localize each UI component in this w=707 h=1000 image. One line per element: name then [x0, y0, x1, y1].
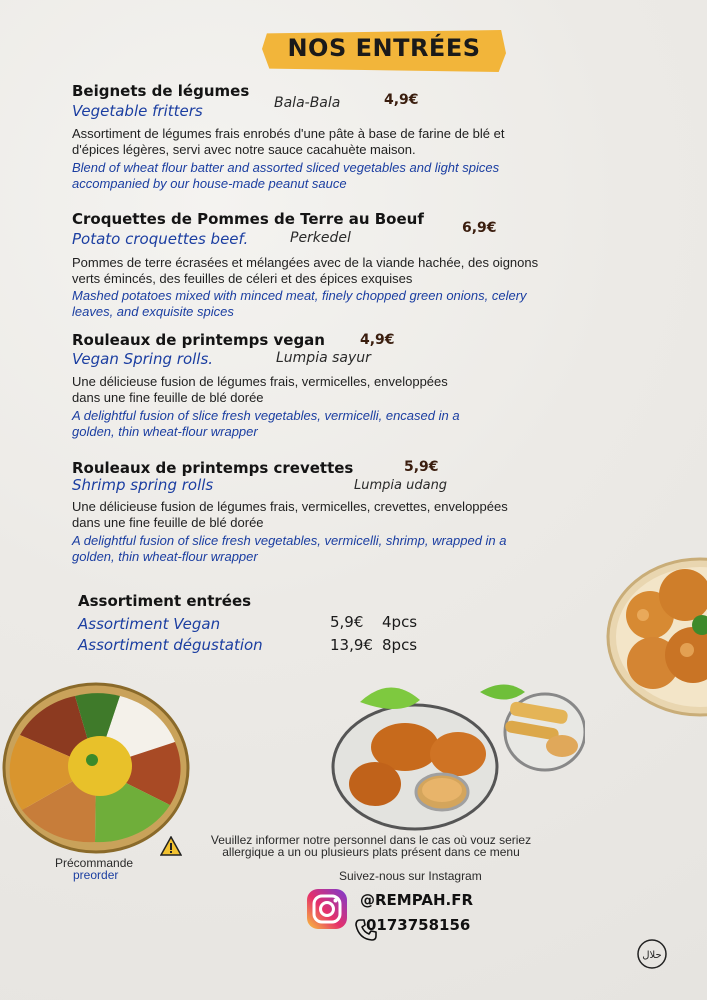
item-3-english-name: Vegan Spring rolls.	[72, 350, 214, 368]
instagram-handle[interactable]: @REMPAH.FR	[360, 891, 473, 909]
item-3-desc-en-2: golden, thin wheat-flour wrapper	[72, 424, 258, 439]
rice-plate-photo	[0, 680, 192, 855]
item-3-price: 4,9€	[360, 332, 395, 348]
item-3-desc-fr-1: Une délicieuse fusion de légumes frais, vermicelles, enveloppées	[72, 374, 448, 389]
item-1-french-name: Beignets de légumes	[72, 82, 250, 100]
item-4-english-name: Shrimp spring rolls	[72, 476, 214, 494]
assortiment-degustation-qty: 8pcs	[382, 636, 418, 654]
item-1-desc-fr-2: d'épices légères, servi avec notre sauce cacahuète maison.	[72, 142, 416, 157]
item-4-desc-en-2: golden, thin wheat-flour wrapper	[72, 549, 258, 564]
assortiment-degustation-price: 13,9€	[330, 636, 373, 654]
instagram-icon[interactable]	[305, 887, 349, 931]
allergy-warning-line2: allergique a un ou plusieurs plats présent dans ce menu	[222, 845, 520, 859]
item-1-indonesian-name: Bala-Bala	[274, 95, 341, 111]
preorder-label-en: preorder	[73, 868, 119, 882]
follow-instagram-text: Suivez-nous sur Instagram	[339, 869, 482, 883]
item-1-english-name: Vegetable fritters	[72, 102, 203, 120]
item-3-french-name: Rouleaux de printemps vegan	[72, 331, 325, 349]
phone-number[interactable]: 0173758156	[366, 916, 471, 934]
assortiment-vegan-label: Assortiment Vegan	[78, 615, 221, 633]
allergy-warning-line1: Veuillez informer notre personnel dans le cas où vouz seriez	[210, 833, 532, 847]
item-2-desc-fr-2: verts émincés, des feuilles de céleri et des épices exquises	[72, 271, 413, 286]
halal-badge-label: حلال	[642, 950, 662, 961]
page-title: NOS ENTRÉES	[287, 34, 481, 62]
fritters-plate-photo	[330, 672, 585, 832]
item-2-indonesian-name: Perkedel	[290, 230, 351, 246]
item-1-desc-en-1: Blend of wheat flour batter and assorted sliced vegetables and light spices	[72, 160, 500, 175]
warning-icon	[160, 836, 182, 856]
item-2-french-name: Croquettes de Pommes de Terre au Boeuf	[72, 210, 424, 228]
croquette-bowl-photo	[605, 555, 707, 720]
item-2-english-name: Potato croquettes beef.	[72, 230, 249, 248]
item-3-desc-en-1: A delightful fusion of slice fresh vegetables, vermicelli, encased in a	[72, 408, 460, 423]
halal-badge-icon	[636, 938, 668, 970]
item-2-desc-en-2: leaves, and exquisite spices	[72, 304, 234, 319]
item-4-desc-fr-1: Une délicieuse fusion de légumes frais, vermicelles, crevettes, enveloppées	[72, 499, 508, 514]
item-3-desc-fr-2: dans une fine feuille de blé dorée	[72, 390, 264, 405]
item-3-indonesian-name: Lumpia sayur	[276, 350, 371, 366]
item-4-price: 5,9€	[404, 459, 439, 475]
item-1-price: 4,9€	[384, 92, 419, 108]
item-4-desc-en-1: A delightful fusion of slice fresh vegetables, vermicelli, shrimp, wrapped in a	[72, 533, 507, 548]
item-1-desc-fr-1: Assortiment de légumes frais enrobés d'une pâte à base de farine de blé et	[72, 126, 505, 141]
assortiment-title: Assortiment entrées	[78, 592, 252, 610]
item-4-desc-fr-2: dans une fine feuille de blé dorée	[72, 515, 264, 530]
item-4-french-name: Rouleaux de printemps crevettes	[72, 459, 354, 477]
assortiment-vegan-price: 5,9€	[330, 613, 364, 631]
assortiment-vegan-qty: 4pcs	[382, 613, 418, 631]
item-4-indonesian-name: Lumpia udang	[354, 478, 448, 493]
assortiment-degustation-label: Assortiment dégustation	[78, 636, 263, 654]
item-2-desc-fr-1: Pommes de terre écrasées et mélangées avec de la viande hachée, des oignons	[72, 255, 539, 270]
preorder-label-fr: Précommande	[55, 856, 134, 870]
item-2-price: 6,9€	[462, 220, 497, 236]
item-2-desc-en-1: Mashed potatoes mixed with minced meat, finely chopped green onions, celery	[72, 288, 527, 303]
item-1-desc-en-2: accompanied by our house-made peanut sauce	[72, 176, 347, 191]
